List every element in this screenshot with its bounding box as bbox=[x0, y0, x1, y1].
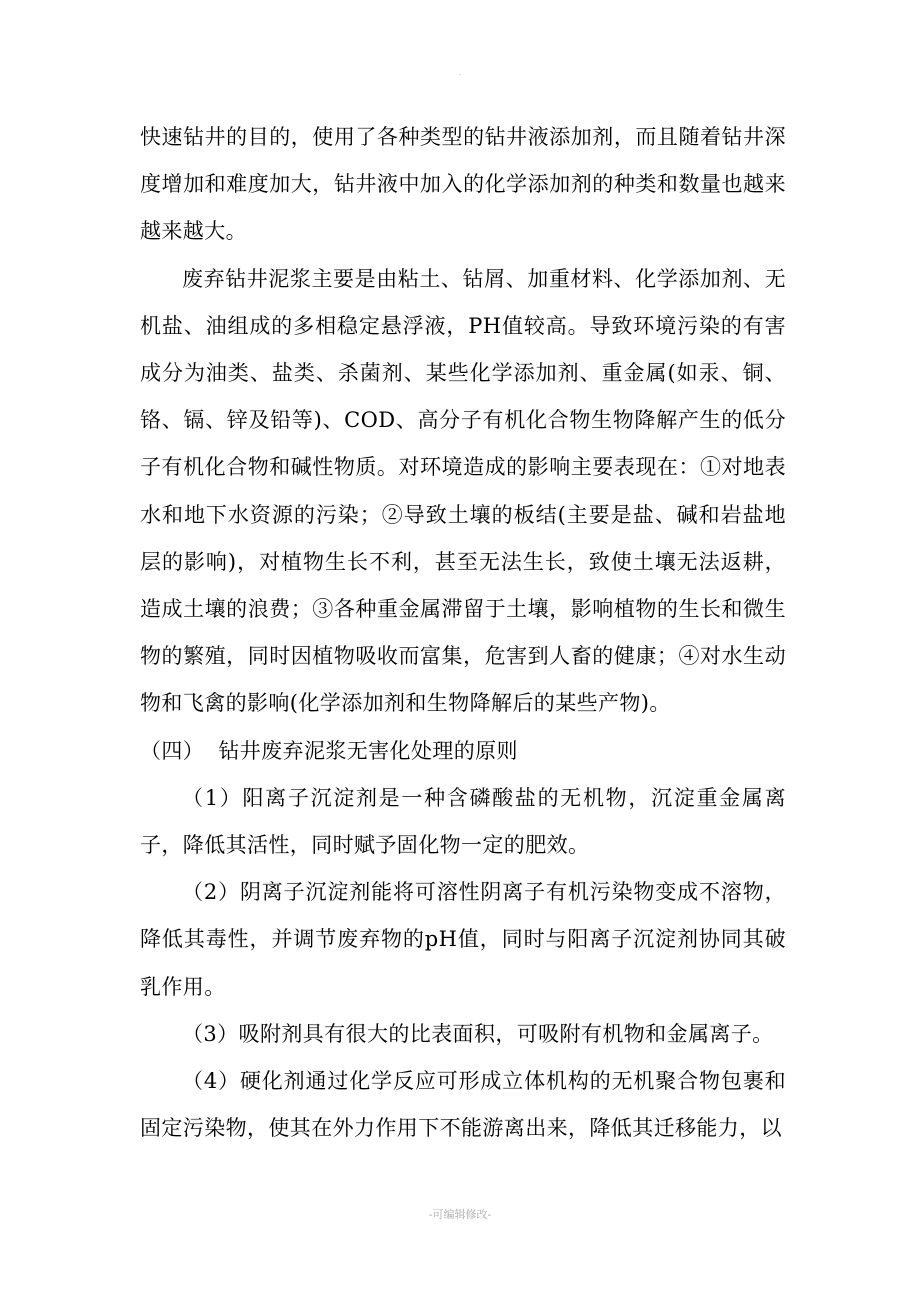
paragraph-drilling-additives: 快速钻井的目的，使用了各种类型的钻井液添加剂，而且随着钻井深度增加和难度加大，钻井液中加入的化学添加剂的种类和数量也越来越来越大。 bbox=[140, 125, 786, 244]
paragraph-waste-mud-composition: 废弃钻井泥浆主要是由粘土、钻屑、加重材料、化学添加剂、无机盐、油组成的多相稳定悬浮液，PH值较高。导致环境污染的有害成分为油类、盐类、杀菌剂、某些化学添加剂、重金属(如汞、铜、铬、镉、锌及铅等)、COD、高分子有机化合物生物降解产生的低分子有机化合物和碱性物质。对环境造成的影响主要表现在：①对地表水和地下水资源的污染；②导致土壤的板结(主要是盐、碱和岩盐地层的影响)，对植物生长不利，甚至无法生长，致使土壤无法返耕，造成土壤的浪费；③各种重金属滞留于土壤，影响植物的生长和微生物的繁殖，同时因植物吸收而富集，危害到人畜的健康；④对水生动物和飞禽的影响(化学添加剂和生物降解后的某些产物)。 bbox=[140, 266, 786, 716]
principle-item-4: （4）硬化剂通过化学反应可形成立体机构的无机聚合物包裹和固定污染物，使其在外力作用下不能游离出来，降低其迁移能力，以 bbox=[140, 1069, 786, 1141]
page-header-mark: . bbox=[458, 68, 462, 77]
principle-item-1: （1）阳离子沉淀剂是一种含磷酸盐的无机物，沉淀重金属离子，降低其活性，同时赋予固化物一定的肥效。 bbox=[140, 785, 786, 858]
principle-item-3: （3）吸附剂具有很大的比表面积，可吸附有机物和金属离子。 bbox=[182, 1021, 774, 1046]
principle-item-2: （2）阴离子沉淀剂能将可溶性阴离子有机污染物变成不溶物，降低其毒性，并调节废弃物的pH值，同时与阳离子沉淀剂协同其破乳作用。 bbox=[140, 880, 786, 999]
page-footer-mark: -可编辑修改- bbox=[428, 1208, 492, 1221]
section-heading-treatment-principles: （四） 钻井废弃泥浆无害化处理的原则 bbox=[140, 738, 518, 763]
document-body bbox=[140, 114, 786, 1152]
